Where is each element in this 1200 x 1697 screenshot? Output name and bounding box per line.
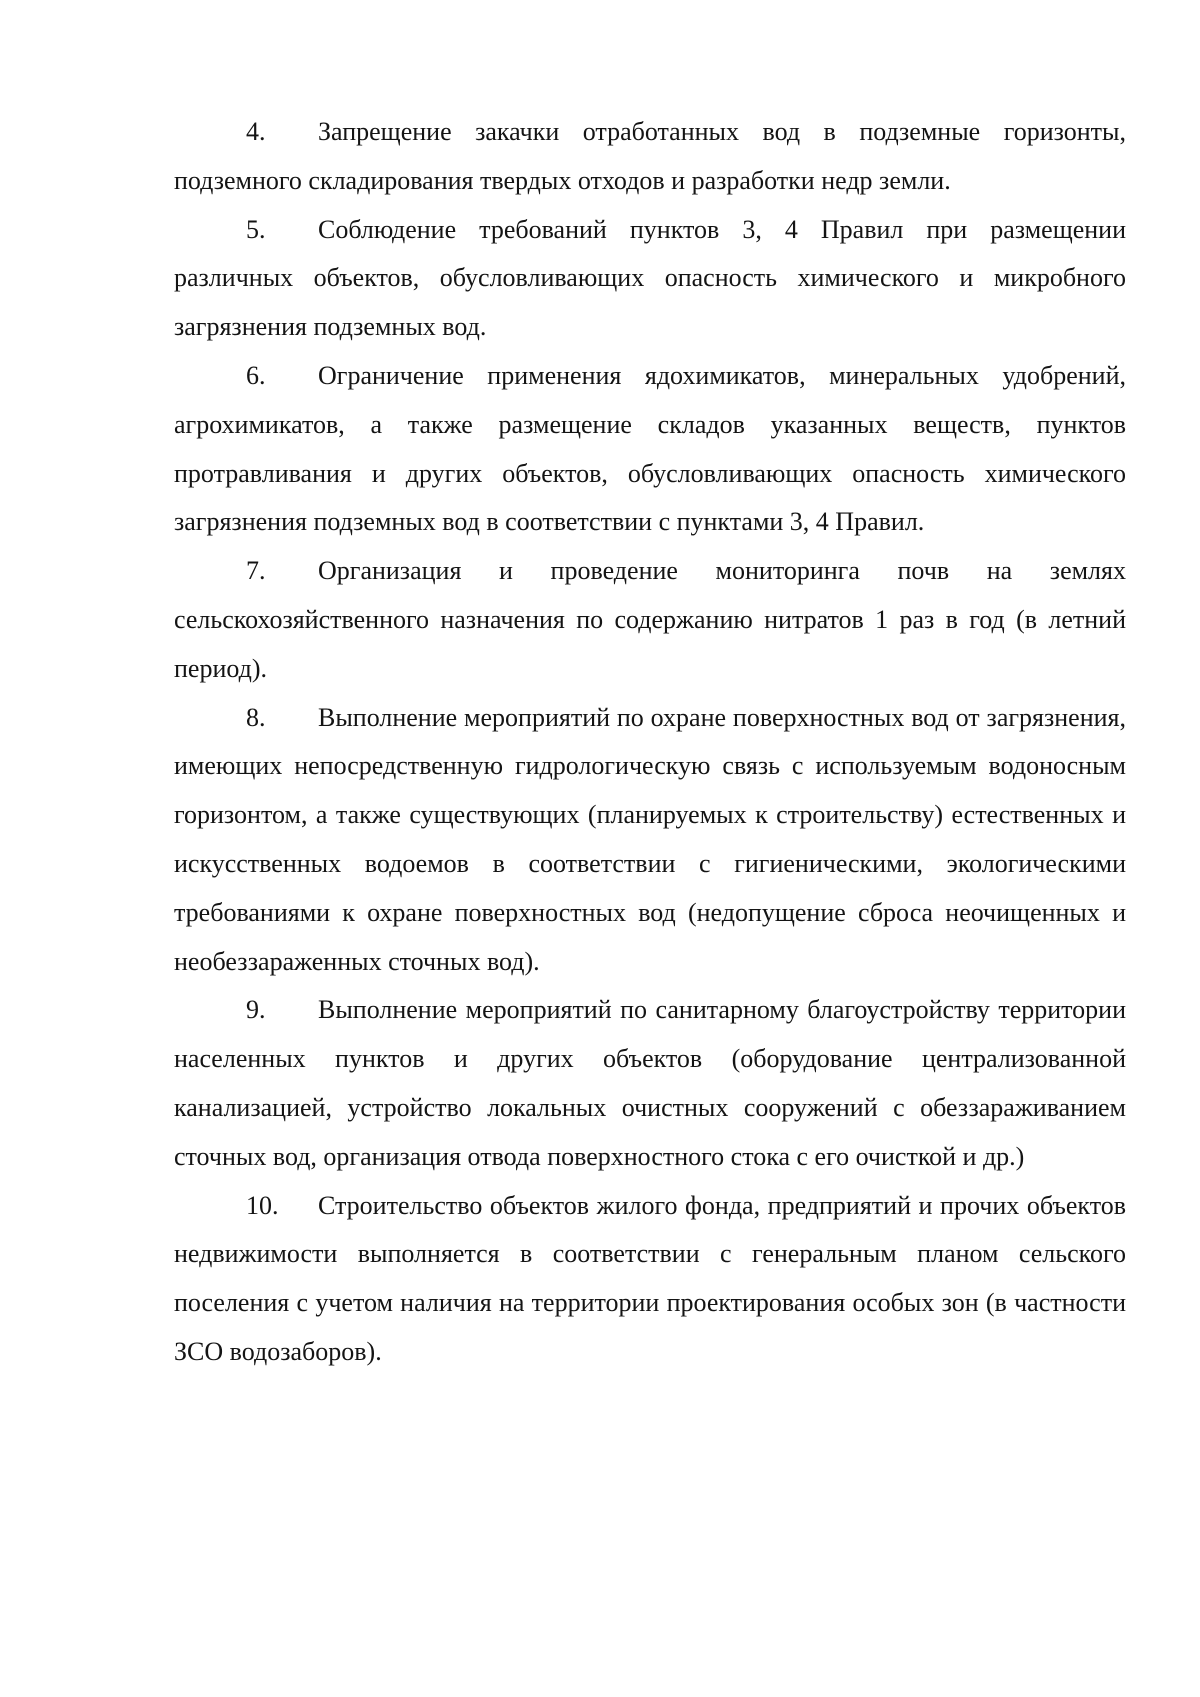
item-text: Ограничение применения ядохимикатов, минеральных удобрений, агрохимикатов, а также размещение складов указанных веществ, пунктов протравливания и других объектов, обусловливающих опасность химического загрязнения подземных вод в соответствии с пунктами 3, 4 Правил. [174, 360, 1126, 537]
item-number: 9. [246, 995, 266, 1025]
list-item-6 [174, 352, 1126, 547]
list-item-4 [174, 108, 1126, 206]
list-item-5 [174, 206, 1126, 352]
item-text: Организация и проведение мониторинга почв на землях сельскохозяйственного назначения по содержанию нитратов 1 раз в год (в летний период). [174, 556, 1126, 683]
list-item-10 [174, 1182, 1126, 1377]
item-number: 7. [246, 556, 266, 586]
document-body [174, 108, 1126, 1377]
item-number: 10. [246, 1190, 279, 1220]
item-number: 6. [246, 360, 266, 390]
item-text: Выполнение мероприятий по охране поверхностных вод от загрязнения, имеющих непосредственную гидрологическую связь с используемым водоносным горизонтом, а также существующих (планируемых к строительству) естественных и искусственных водоемов в соответствии с гигиеническими, экологическими требованиями к охране поверхностных вод (недопущение сброса неочищенных и необеззараженных сточных вод). [174, 702, 1126, 976]
item-number: 8. [246, 702, 266, 732]
list-item-7 [174, 547, 1126, 693]
item-text: Соблюдение требований пунктов 3, 4 Правил при размещении различных объектов, обусловливающих опасность химического и микробного загрязнения подземных вод. [174, 214, 1126, 342]
item-text: Строительство объектов жилого фонда, предприятий и прочих объектов недвижимости выполняется в соответствии с генеральным планом сельского поселения с учетом наличия на территории проектирования особых зон (в частности ЗСО водозаборов). [174, 1190, 1126, 1366]
item-number: 5. [246, 214, 266, 244]
list-item-9 [174, 986, 1126, 1181]
item-text: Запрещение закачки отработанных вод в подземные горизонты, подземного складирования твердых отходов и разработки недр земли. [174, 117, 1126, 195]
list-item-8 [174, 694, 1126, 987]
item-number: 4. [246, 117, 266, 146]
item-text: Выполнение мероприятий по санитарному благоустройству территории населенных пунктов и других объектов (оборудование централизованной канализацией, устройство локальных очистных сооружений с обеззараживанием сточных вод, организация отвода поверхностного стока с его очисткой и др.) [174, 995, 1126, 1171]
